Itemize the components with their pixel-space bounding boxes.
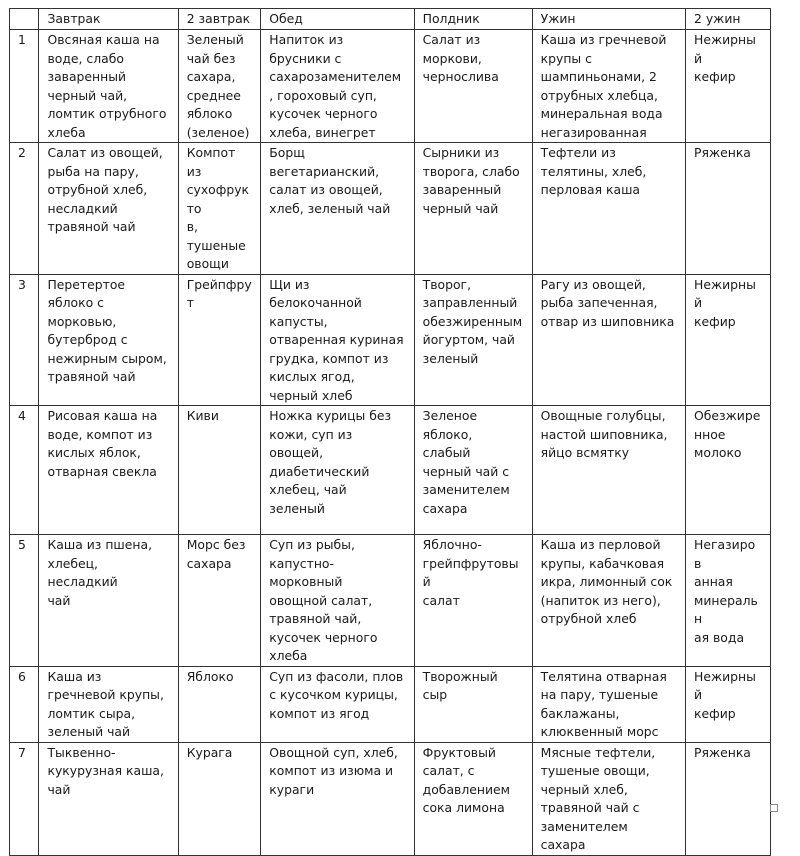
second-dinner-cell: Негазиров анная минеральн ая вода: [686, 535, 771, 667]
header-cell-dinner: Ужин: [532, 9, 685, 30]
day-number-cell: 1: [10, 30, 39, 143]
day-number-cell: 3: [10, 274, 39, 406]
second-dinner-cell: Обезжире нное молоко: [686, 406, 771, 535]
header-cell-lunch: Обед: [261, 9, 414, 30]
header-cell-day: [10, 9, 39, 30]
table-row: [10, 666, 771, 742]
header-cell-second-dinner: 2 ужин: [686, 9, 771, 30]
snack-cell: Фруктовый салат, с добавлением сока лимона: [414, 742, 532, 855]
table-row: [10, 274, 771, 406]
second-dinner-cell: Ряженка: [686, 742, 771, 855]
header-cell-breakfast: Завтрак: [39, 9, 178, 30]
day-number-cell: 4: [10, 406, 39, 535]
dinner-cell: Телятина отварная на пару, тушеные баклажаны, клюквенный морс: [532, 666, 685, 742]
lunch-cell: Суп из фасоли, плов с кусочком курицы, компот из ягод: [261, 666, 414, 742]
second-dinner-cell: Нежирный кефир: [686, 30, 771, 143]
dinner-cell: Рагу из овощей, рыба запеченная, отвар из шиповника: [532, 274, 685, 406]
second-breakfast-cell: Грейпфрут: [178, 274, 261, 406]
snack-cell: Яблочно- грейпфрутовый салат: [414, 535, 532, 667]
second-dinner-cell: Ряженка: [686, 143, 771, 275]
lunch-cell: Овощной суп, хлеб, компот из изюма и кураги: [261, 742, 414, 855]
breakfast-cell: Тыквенно- кукурузная каша, чай: [39, 742, 178, 855]
lunch-cell: Суп из рыбы, капустно- морковный овощной салат, травяной чай, кусочек черного хлеба: [261, 535, 414, 667]
meal-plan-table: [9, 8, 771, 856]
second-dinner-cell: Нежирный кефир: [686, 666, 771, 742]
header-row: [10, 9, 771, 30]
breakfast-cell: Перетертое яблоко с морковью, бутерброд с нежирным сыром, травяной чай: [39, 274, 178, 406]
second-breakfast-cell: Курага: [178, 742, 261, 855]
second-breakfast-cell: Компот из сухофрукто в, тушеные овощи: [178, 143, 261, 275]
dinner-cell: Тефтели из телятины, хлеб, перловая каша: [532, 143, 685, 275]
lunch-cell: Борщ вегетарианский, салат из овощей, хлеб, зеленый чай: [261, 143, 414, 275]
breakfast-cell: Салат из овощей, рыба на пару, отрубной хлеб, несладкий травяной чай: [39, 143, 178, 275]
table-resize-handle[interactable]: [770, 804, 778, 812]
dinner-cell: Каша из гречневой крупы с шампиньонами, 2 отрубных хлебца, минеральная вода негазированная: [532, 30, 685, 143]
table-row: [10, 143, 771, 275]
header-cell-second-breakfast: 2 завтрак: [178, 9, 261, 30]
table-row: [10, 406, 771, 535]
day-number-cell: 7: [10, 742, 39, 855]
second-breakfast-cell: Зеленый чай без сахара, среднее яблоко (зеленое): [178, 30, 261, 143]
dinner-cell: Овощные голубцы, настой шиповника, яйцо всмятку: [532, 406, 685, 535]
table-row: [10, 535, 771, 667]
lunch-cell: Щи из белокочанной капусты, отваренная куриная грудка, компот из кислых ягод, черный хлеб: [261, 274, 414, 406]
snack-cell: Салат из моркови, чернослива: [414, 30, 532, 143]
table-row: [10, 30, 771, 143]
breakfast-cell: Овсяная каша на воде, слабо заваренный черный чай, ломтик отрубного хлеба: [39, 30, 178, 143]
breakfast-cell: Каша из гречневой крупы, ломтик сыра, зеленый чай: [39, 666, 178, 742]
day-number-cell: 2: [10, 143, 39, 275]
breakfast-cell: Рисовая каша на воде, компот из кислых яблок, отварная свекла: [39, 406, 178, 535]
day-number-cell: 6: [10, 666, 39, 742]
breakfast-cell: Каша из пшена, хлебец, несладкий чай: [39, 535, 178, 667]
second-breakfast-cell: Морс без сахара: [178, 535, 261, 667]
header-cell-snack: Полдник: [414, 9, 532, 30]
snack-cell: Творожный сыр: [414, 666, 532, 742]
second-breakfast-cell: Киви: [178, 406, 261, 535]
day-number-cell: 5: [10, 535, 39, 667]
second-dinner-cell: Нежирный кефир: [686, 274, 771, 406]
dinner-cell: Каша из перловой крупы, кабачковая икра, лимонный сок (напиток из него), отрубной хлеб: [532, 535, 685, 667]
snack-cell: Сырники из творога, слабо заваренный черный чай: [414, 143, 532, 275]
table-row: [10, 742, 771, 855]
snack-cell: Творог, заправленный обезжиренным йогуртом, чай зеленый: [414, 274, 532, 406]
dinner-cell: Мясные тефтели, тушеные овощи, черный хлеб, травяной чай с заменителем сахара: [532, 742, 685, 855]
lunch-cell: Напиток из брусники с сахарозаменителем , гороховый суп, кусочек черного хлеба, винегрет: [261, 30, 414, 143]
lunch-cell: Ножка курицы без кожи, суп из овощей, диабетический хлебец, чай зеленый: [261, 406, 414, 535]
snack-cell: Зеленое яблоко, слабый черный чай с заменителем сахара: [414, 406, 532, 535]
second-breakfast-cell: Яблоко: [178, 666, 261, 742]
